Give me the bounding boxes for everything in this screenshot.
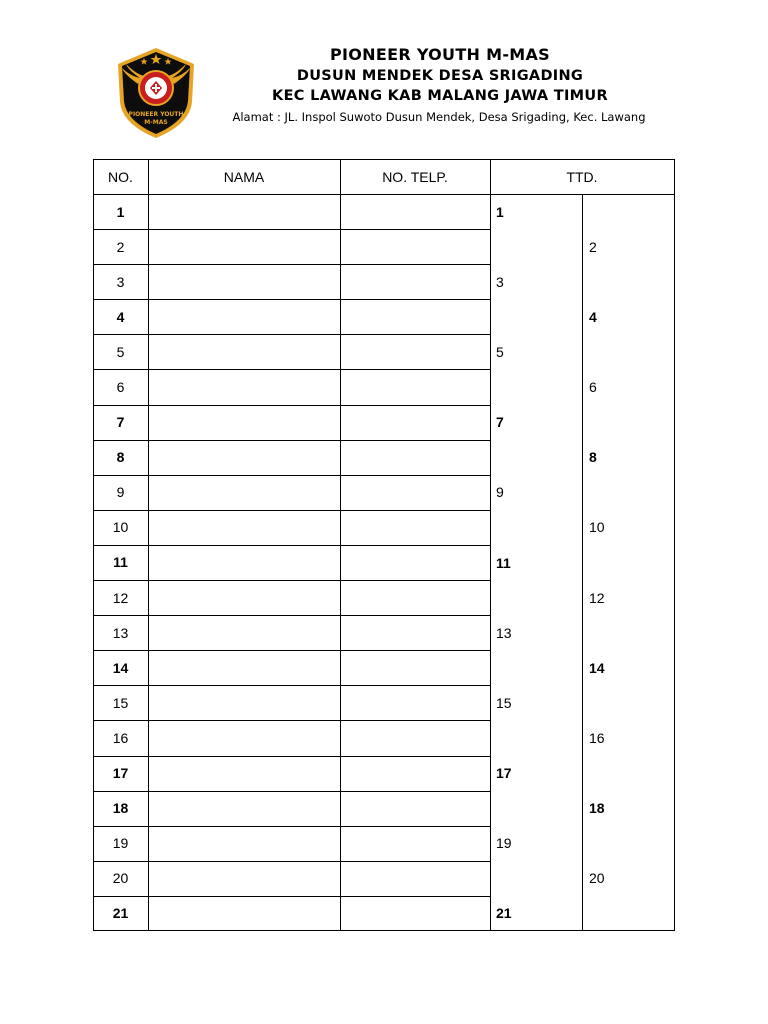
attendance-table (93, 159, 675, 931)
phone-field[interactable] (340, 440, 490, 475)
header-line-3: KEC LAWANG KAB MALANG JAWA TIMUR (272, 88, 608, 104)
row-number: 17 (112, 765, 129, 782)
row-number: 8 (116, 449, 125, 466)
signature-field[interactable]: 15 (496, 694, 512, 711)
name-field[interactable] (148, 194, 340, 229)
signature-field[interactable]: 18 (589, 800, 605, 817)
row-number: 5 (116, 343, 125, 360)
grid-line (93, 405, 491, 406)
row-number: 21 (112, 905, 129, 922)
org-name: PIONEER YOUTH M-MAS (330, 45, 550, 64)
row-number: 15 (112, 694, 129, 711)
row-number: 19 (112, 835, 129, 852)
grid-line (93, 580, 491, 581)
name-field[interactable] (148, 440, 340, 475)
signature-field[interactable]: 5 (496, 343, 504, 360)
name-field[interactable] (148, 475, 340, 510)
row-number: 14 (112, 659, 129, 676)
name-field[interactable] (148, 861, 340, 896)
name-field[interactable] (148, 650, 340, 685)
grid-line (93, 930, 675, 931)
signature-field[interactable]: 2 (589, 238, 597, 255)
phone-field[interactable] (340, 405, 490, 440)
grid-line (93, 650, 491, 651)
phone-field[interactable] (340, 896, 490, 931)
row-number: 12 (112, 589, 129, 606)
name-field[interactable] (148, 685, 340, 720)
signature-field[interactable]: 9 (496, 484, 504, 501)
logo (114, 44, 198, 140)
name-field[interactable] (148, 826, 340, 861)
row-number: 2 (116, 238, 125, 255)
signature-field[interactable]: 20 (589, 870, 605, 887)
phone-field[interactable] (340, 615, 490, 650)
grid-line (93, 545, 491, 546)
phone-field[interactable] (340, 756, 490, 791)
logo-text-top: PIONEER YOUTH (128, 111, 184, 118)
name-field[interactable] (148, 896, 340, 931)
header-nama: NAMA (223, 168, 265, 185)
phone-field[interactable] (340, 369, 490, 404)
signature-field[interactable]: 10 (589, 519, 605, 536)
name-field[interactable] (148, 580, 340, 615)
grid-line (93, 159, 94, 931)
phone-field[interactable] (340, 510, 490, 545)
grid-line (582, 194, 583, 931)
signature-field[interactable]: 3 (496, 273, 504, 290)
row-number: 4 (116, 308, 125, 325)
grid-line (674, 159, 675, 931)
address: Alamat : JL. Inspol Suwoto Dusun Mendek, Desa Srigading, Kec. Lawang (232, 110, 646, 124)
header-no: NO. (108, 168, 133, 185)
grid-line (490, 159, 491, 931)
name-field[interactable] (148, 334, 340, 369)
grid-line (93, 369, 491, 370)
row-number: 9 (116, 484, 125, 501)
phone-field[interactable] (340, 826, 490, 861)
grid-line (93, 720, 491, 721)
name-field[interactable] (148, 264, 340, 299)
grid-line (93, 264, 491, 265)
signature-field[interactable]: 21 (496, 905, 512, 922)
phone-field[interactable] (340, 685, 490, 720)
name-field[interactable] (148, 615, 340, 650)
grid-line (93, 756, 491, 757)
grid-line (93, 159, 675, 160)
grid-line (93, 229, 491, 230)
signature-field[interactable]: 14 (589, 659, 605, 676)
phone-field[interactable] (340, 861, 490, 896)
phone-field[interactable] (340, 580, 490, 615)
row-number: 10 (112, 519, 129, 536)
phone-field[interactable] (340, 334, 490, 369)
phone-field[interactable] (340, 264, 490, 299)
row-number: 18 (112, 800, 129, 817)
phone-field[interactable] (340, 194, 490, 229)
logo-emblem-icon (114, 44, 198, 140)
grid-line (93, 440, 491, 441)
phone-field[interactable] (340, 720, 490, 755)
grid-line (93, 334, 491, 335)
grid-line (93, 299, 491, 300)
grid-line (93, 826, 491, 827)
header-line-2: DUSUN MENDEK DESA SRIGADING (296, 68, 584, 84)
signature-field[interactable]: 7 (496, 414, 504, 431)
row-number: 3 (116, 273, 125, 290)
signature-field[interactable]: 16 (589, 729, 605, 746)
logo-text-bottom: M-MAS (144, 119, 168, 126)
row-number: 11 (113, 554, 128, 571)
phone-field[interactable] (340, 545, 490, 580)
phone-field[interactable] (340, 299, 490, 334)
row-number: 1 (116, 203, 125, 220)
header-ttd: TTD. (566, 168, 598, 185)
phone-field[interactable] (340, 475, 490, 510)
grid-line (93, 896, 491, 897)
header-telp: NO. TELP. (382, 168, 448, 185)
name-field[interactable] (148, 405, 340, 440)
phone-field[interactable] (340, 650, 490, 685)
signature-field[interactable]: 1 (496, 203, 504, 220)
row-number: 20 (112, 870, 129, 887)
row-number: 16 (112, 729, 129, 746)
row-number: 13 (112, 624, 129, 641)
signature-field[interactable]: 19 (496, 835, 512, 852)
grid-line (93, 685, 491, 686)
name-field[interactable] (148, 510, 340, 545)
signature-field[interactable]: 17 (496, 765, 512, 782)
grid-line (93, 194, 675, 195)
grid-line (93, 861, 491, 862)
name-field[interactable] (148, 720, 340, 755)
row-number: 6 (116, 379, 125, 396)
grid-line (340, 159, 341, 931)
grid-line (93, 510, 491, 511)
phone-field[interactable] (340, 229, 490, 264)
phone-field[interactable] (340, 791, 490, 826)
row-number: 7 (116, 414, 125, 431)
signature-field[interactable]: 13 (496, 624, 512, 641)
signature-field[interactable]: 8 (589, 449, 597, 466)
grid-line (93, 475, 491, 476)
name-field[interactable] (148, 369, 340, 404)
grid-line (93, 791, 491, 792)
name-field[interactable] (148, 791, 340, 826)
signature-field[interactable]: 6 (589, 379, 597, 396)
signature-field[interactable]: 4 (589, 308, 597, 325)
name-field[interactable] (148, 299, 340, 334)
grid-line (93, 615, 491, 616)
signature-field[interactable]: 12 (589, 589, 605, 606)
signature-field[interactable]: 11 (496, 554, 511, 571)
grid-line (148, 159, 149, 931)
name-field[interactable] (148, 229, 340, 264)
name-field[interactable] (148, 545, 340, 580)
name-field[interactable] (148, 756, 340, 791)
